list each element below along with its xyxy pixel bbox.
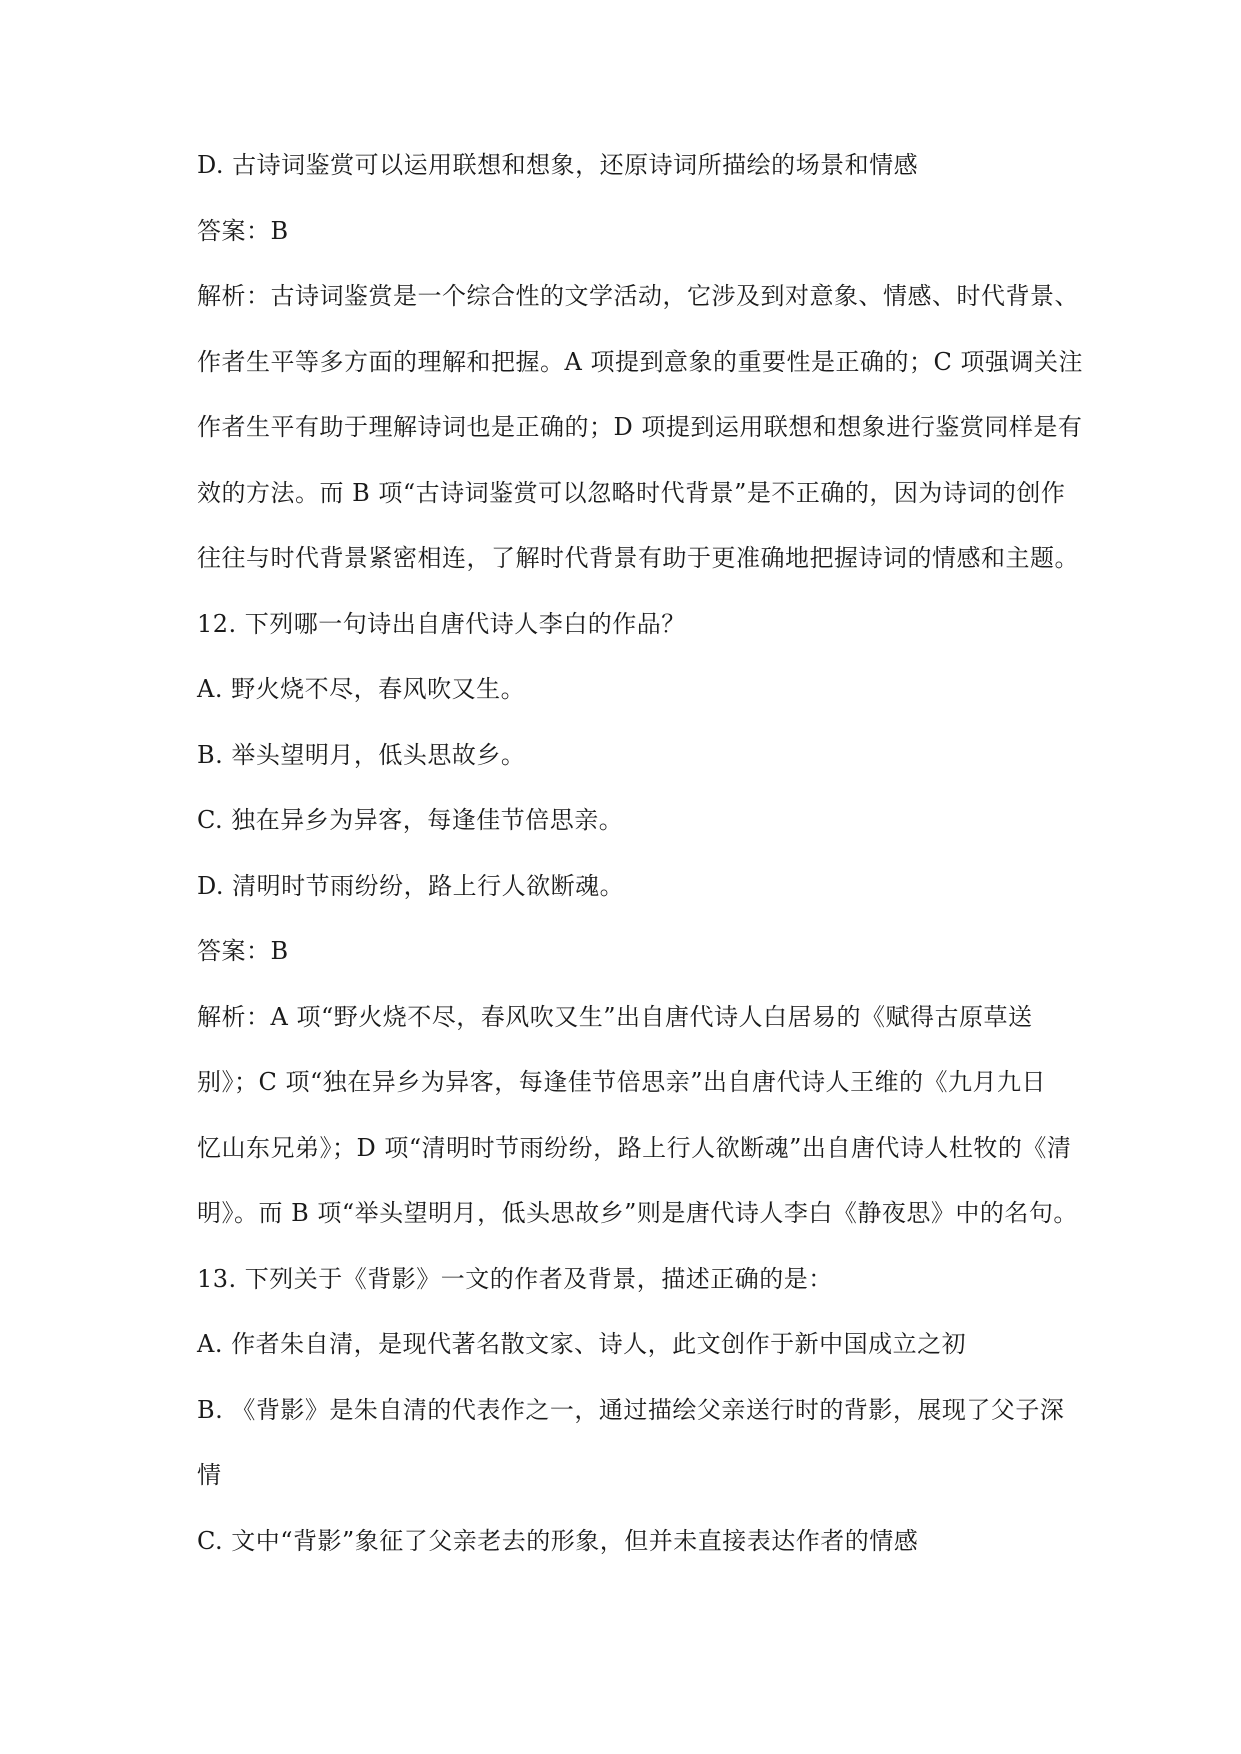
q12-question: 12. 下列哪一句诗出自唐代诗人李白的作品？	[197, 610, 686, 638]
q12-explanation-line: 解析：A 项“野火烧不尽，春风吹又生”出自唐代诗人白居易的《赋得古原草送	[197, 1003, 1033, 1031]
q12-explanation-line: 忆山东兄弟》；D 项“清明时节雨纷纷，路上行人欲断魂”出自唐代诗人杜牧的《清	[197, 1134, 1072, 1162]
q11-explanation-line: 效的方法。而 B 项“古诗词鉴赏可以忽略时代背景”是不正确的，因为诗词的创作	[197, 479, 1066, 507]
q12-option-c: C. 独在异乡为异客，每逢佳节倍思亲。	[197, 806, 624, 834]
q11-explanation-line: 作者生平有助于理解诗词也是正确的；D 项提到运用联想和想象进行鉴赏同样是有	[197, 413, 1083, 441]
q13-question: 13. 下列关于《背影》一文的作者及背景，描述正确的是：	[197, 1265, 833, 1293]
q12-option-d: D. 清明时节雨纷纷，路上行人欲断魂。	[197, 872, 625, 900]
q12-explanation-line: 明》。而 B 项“举头望明月，低头思故乡”则是唐代诗人李白《静夜思》中的名句。	[197, 1199, 1078, 1227]
q13-option-c: C. 文中“背影”象征了父亲老去的形象，但并未直接表达作者的情感	[197, 1527, 919, 1555]
q13-option-b: B. 《背影》是朱自清的代表作之一，通过描绘父亲送行时的背影，展现了父子深	[197, 1396, 1065, 1424]
q11-explanation-line: 解析：古诗词鉴赏是一个综合性的文学活动，它涉及到对意象、情感、时代背景、	[197, 282, 1079, 310]
q11-explanation-line: 作者生平等多方面的理解和把握。A 项提到意象的重要性是正确的；C 项强调关注	[197, 348, 1083, 376]
q12-explanation-line: 别》；C 项“独在异乡为异客，每逢佳节倍思亲”出自唐代诗人王维的《九月九日	[197, 1068, 1047, 1096]
q12-answer: 答案：B	[197, 937, 289, 965]
q13-option-b-continued: 情	[197, 1461, 222, 1489]
q13-option-a: A. 作者朱自清，是现代著名散文家、诗人，此文创作于新中国成立之初	[197, 1330, 967, 1358]
q12-option-b: B. 举头望明月，低头思故乡。	[197, 741, 526, 769]
q12-option-a: A. 野火烧不尽，春风吹又生。	[197, 675, 526, 703]
q11-explanation-line: 往往与时代背景紧密相连，了解时代背景有助于更准确地把握诗词的情感和主题。	[197, 544, 1079, 572]
q11-answer: 答案：B	[197, 217, 289, 245]
q11-option-d: D. 古诗词鉴赏可以运用联想和想象，还原诗词所描绘的场景和情感	[197, 151, 919, 179]
